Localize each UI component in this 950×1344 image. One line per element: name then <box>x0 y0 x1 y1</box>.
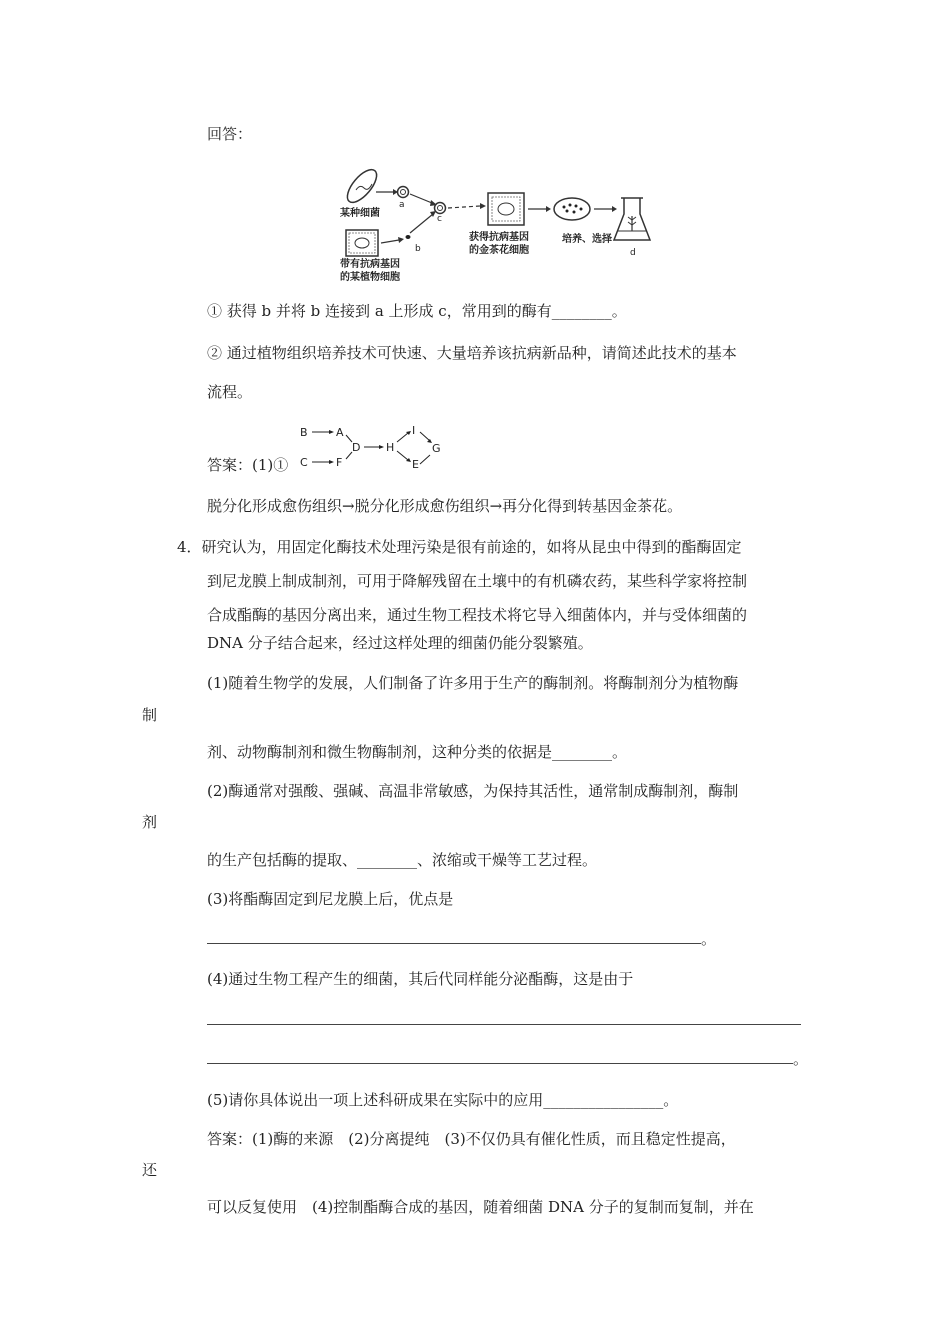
q4-answer-wrap: 还 <box>142 1161 158 1179</box>
plant-cell-label-1: 带有抗病基因 <box>340 259 400 270</box>
q3-sub2-line2: 流程。 <box>207 383 253 401</box>
q4-p2-wrap: 剂 <box>142 813 158 831</box>
q4-p3-answer-line <box>207 929 716 949</box>
q3-answer-prefix: 答案：(1)① <box>207 456 289 474</box>
node-C: C <box>300 456 308 469</box>
label-a: a <box>399 200 405 210</box>
q4-p4-blank-2[interactable] <box>207 1049 793 1064</box>
transgenic-cell-label-2: 的金茶花细胞 <box>469 245 529 256</box>
genetic-engineering-figure <box>336 160 676 286</box>
plant-cell-label-2: 的某植物细胞 <box>340 272 400 283</box>
plant-cell-icon <box>346 230 378 256</box>
q4-p1-wrap: 制 <box>142 706 158 724</box>
q3-answer-line2: 脱分化形成愈伤组织→脱分化形成愈伤组织→再分化得到转基因金茶花。 <box>207 497 683 515</box>
gene-fragment-b-icon <box>406 235 411 239</box>
q4-p2-line2: 的生产包括酶的提取、________、浓缩或干燥等工艺过程。 <box>207 851 598 869</box>
petri-dish-icon <box>554 198 590 220</box>
q4-p3-line1: (3)将酯酶固定到尼龙膜上后，优点是 <box>207 890 454 908</box>
q4-p3-blank[interactable] <box>207 929 701 944</box>
node-E: E <box>412 458 419 471</box>
q4-stem-line3: 合成酯酶的基因分离出来，通过生物工程技术将它导入细菌体内，并与受体细菌的 <box>207 606 748 624</box>
label-b: b <box>415 244 421 254</box>
bacterium-label: 某种细菌 <box>340 208 380 219</box>
q4-stem-line2: 到尼龙膜上制成制剂，可用于降解残留在土壤中的有机磷农药，某些科学家将控制 <box>207 572 748 590</box>
recombinant-plasmid-c-icon <box>435 203 446 214</box>
q4-answer-line2: 可以反复使用 (4)控制酯酶合成的基因，随着细菌 DNA 分子的复制而复制，并在 <box>207 1198 754 1216</box>
q4-p2-line1: (2)酶通常对强酸、强碱、高温非常敏感，为保持其活性，通常制成酶制剂，酶制 <box>207 782 739 800</box>
answer-prompt: 回答： <box>207 125 253 143</box>
culture-label: 培养、选择 <box>562 234 612 245</box>
q4-p4-line1: (4)通过生物工程产生的细菌，其后代同样能分泌酯酶，这是由于 <box>207 970 634 988</box>
bacterium-icon <box>342 165 382 207</box>
q3-sub1: ① 获得 b 并将 b 连接到 a 上形成 c，常用到的酶有________。 <box>207 302 627 320</box>
label-d: d <box>630 248 636 258</box>
label-c: c <box>437 214 442 224</box>
q4-p5: (5)请你具体说出一项上述科研成果在实际中的应用________________。 <box>207 1091 679 1109</box>
node-D: D <box>352 441 361 454</box>
q4-stem-line4: DNA 分子结合起来，经过这样处理的细菌仍能分裂繁殖。 <box>207 634 593 652</box>
node-A: A <box>336 426 344 439</box>
q4-p1-line1: (1)随着生物学的发展，人们制备了许多用于生产的酶制剂。将酶制剂分为植物酶 <box>207 674 739 692</box>
q4-p4-end: 。 <box>793 1050 809 1068</box>
q4-stem-line1: 4．研究认为，用固定化酶技术处理污染是很有前途的，如将从昆虫中得到的酯酶固定 <box>177 538 742 556</box>
q4-p4-answer-line2 <box>207 1049 808 1069</box>
plasmid-a-icon <box>398 187 409 198</box>
node-G: G <box>432 442 441 455</box>
q4-answer-line1: 答案：(1)酶的来源 (2)分离提纯 (3)不仅仍具有催化性质，而且稳定性提高， <box>207 1130 736 1148</box>
transgenic-cell-icon <box>488 193 524 225</box>
q4-p1-line2: 剂、动物酶制剂和微生物酶制剂，这种分类的依据是________。 <box>207 743 628 761</box>
transgenic-cell-label-1: 获得抗病基因 <box>469 232 529 243</box>
flow-diagram <box>296 420 456 472</box>
q4-p4-blank-1[interactable] <box>207 1010 801 1025</box>
node-F: F <box>336 456 343 469</box>
q4-p3-end: 。 <box>701 930 717 948</box>
node-H: H <box>386 441 395 454</box>
flask-d-icon <box>614 198 650 240</box>
node-I: I <box>412 424 416 437</box>
q3-sub2-line1: ② 通过植物组织培养技术可快速、大量培养该抗病新品种，请简述此技术的基本 <box>207 344 737 362</box>
node-B: B <box>300 426 308 439</box>
q4-p4-answer-line1 <box>207 1010 801 1030</box>
